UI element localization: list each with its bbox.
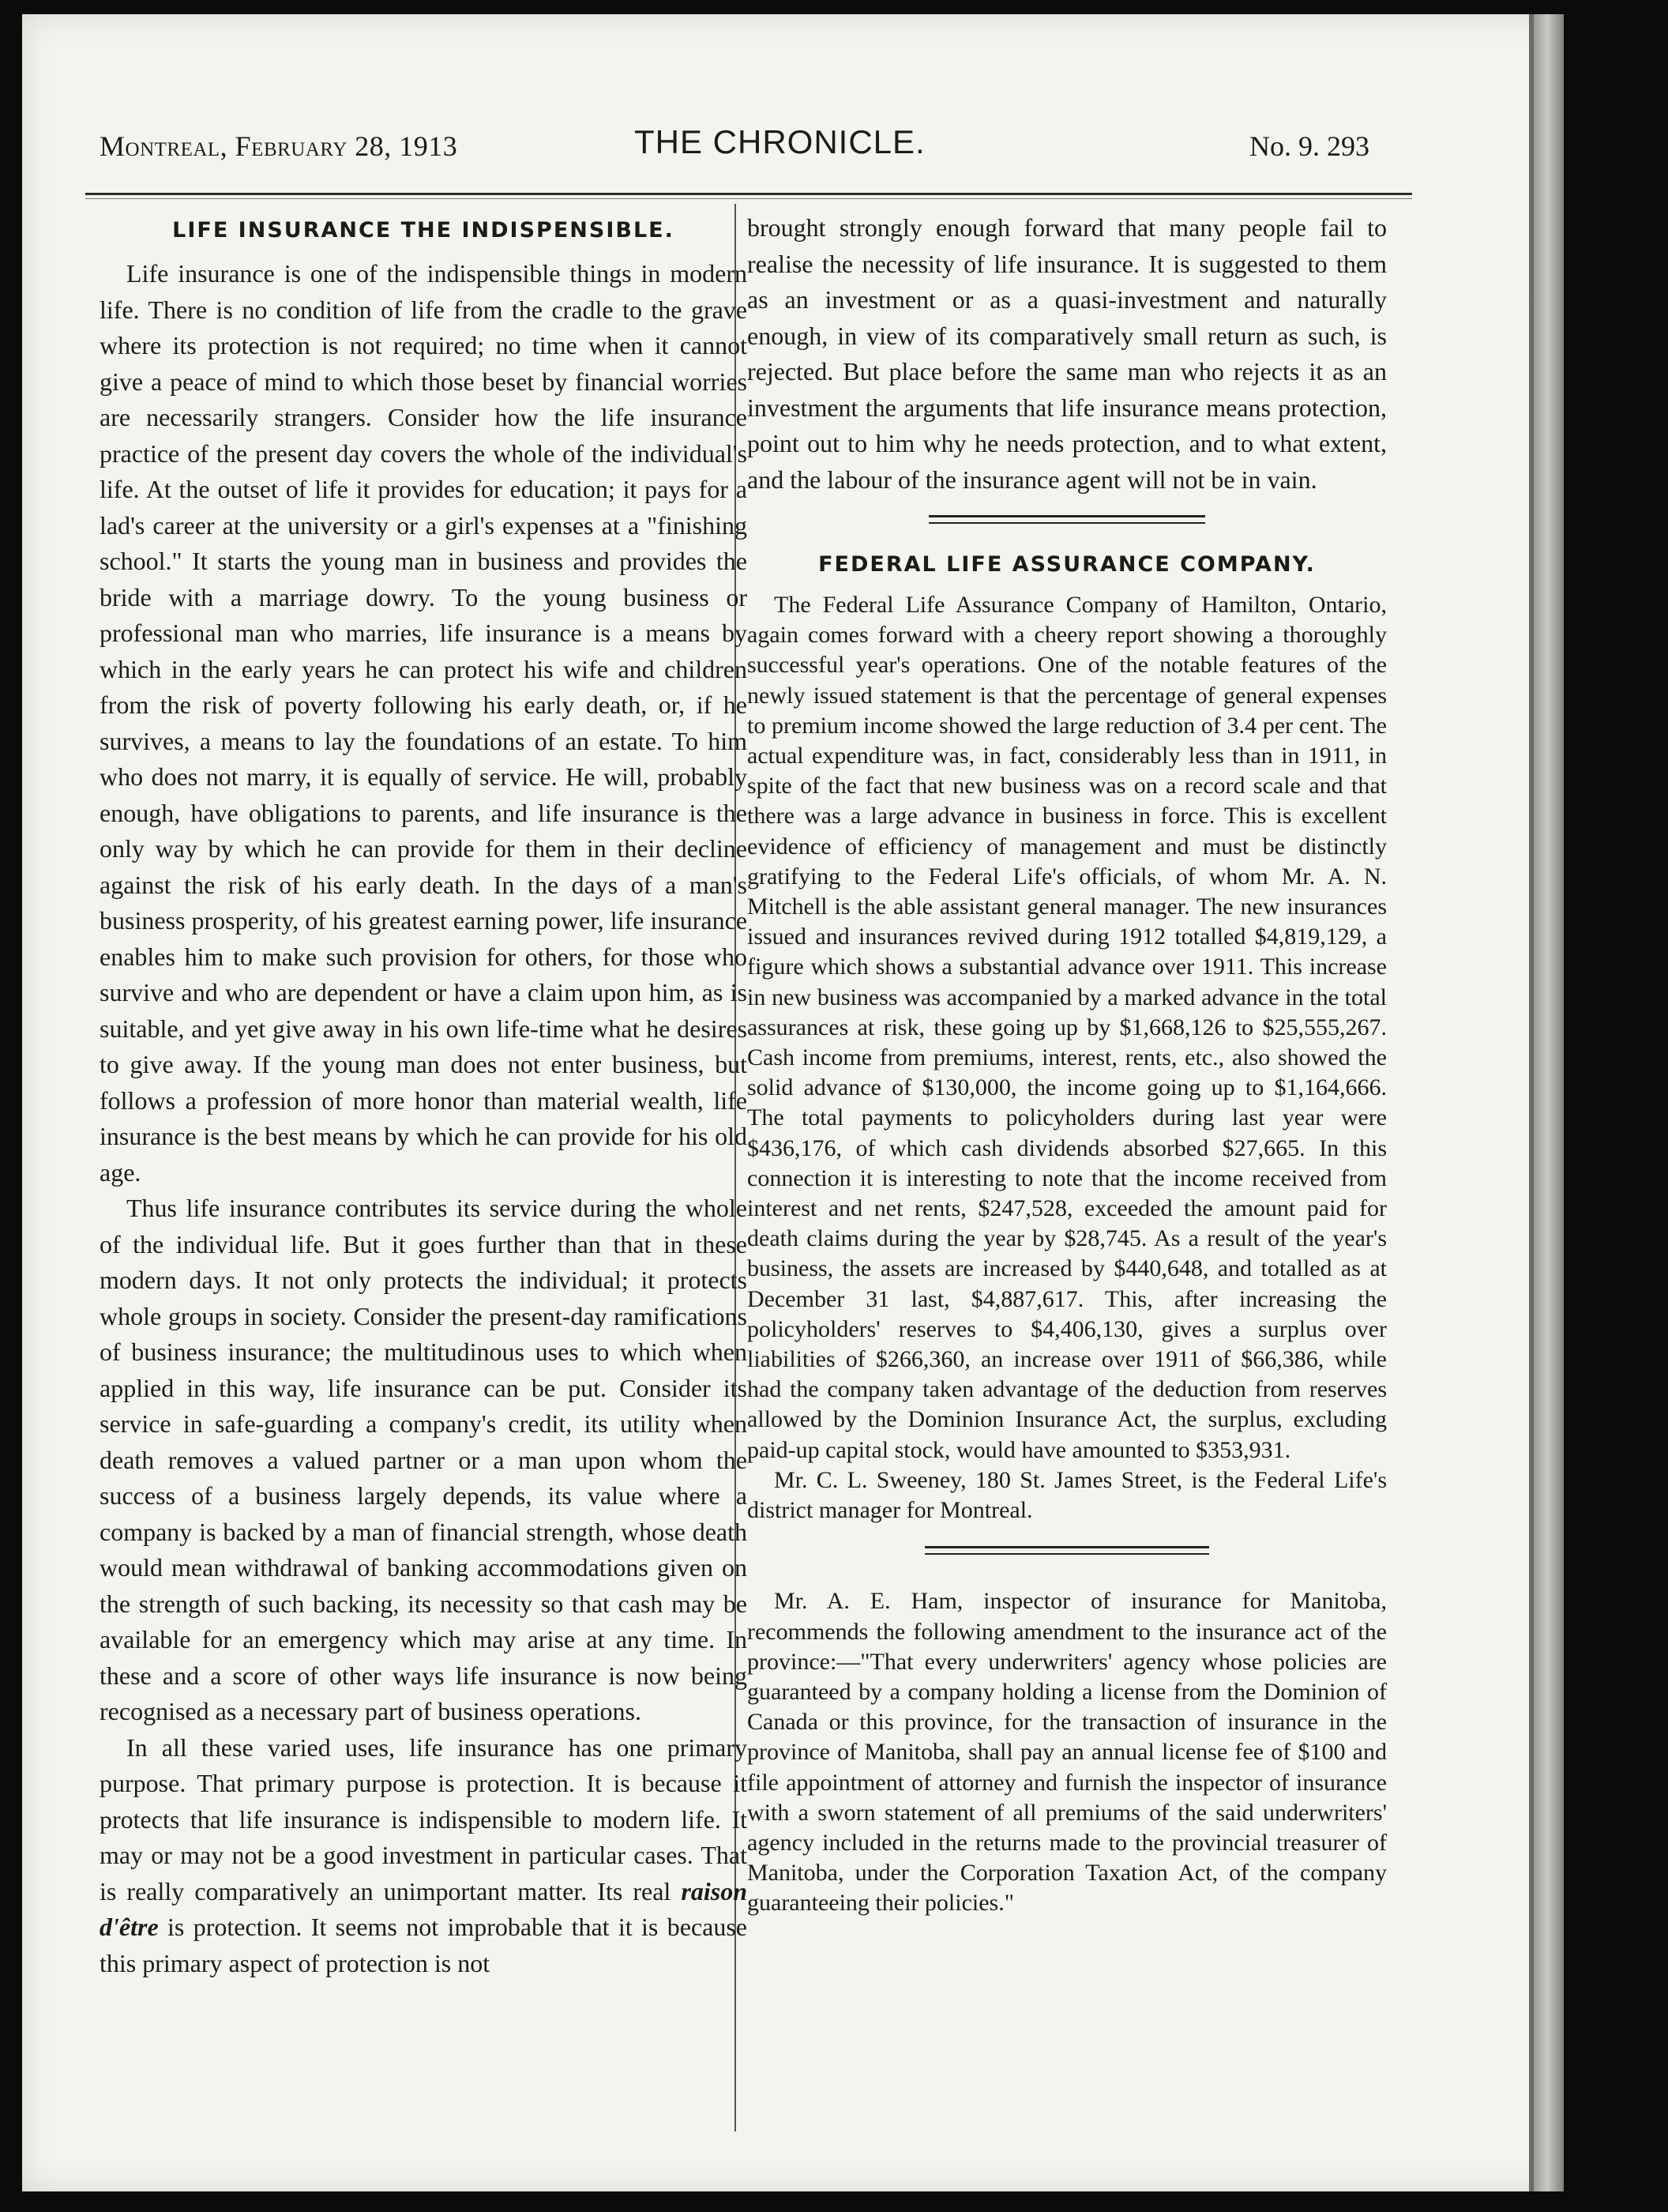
- binding-spine: [1534, 14, 1564, 2191]
- article-paragraph: The Federal Life Assurance Company of Hamilton, Ontario, again comes forward with a cheery report showing a thoroughly successful year's operations. One of the notable features of the newly issued statement is that the percentage of general expenses to premium income showed the large reduction of 3.4 per cent. The actual expenditure was, in fact, considerably less than in 1911, in spite of the fact that new business was on a record scale and that there was a large advance in business in force. This is excellent evidence of efficiency of management and must be distinctly gratifying to the Federal Life's officials, of whom Mr. A. N. Mitchell is the able assistant general manager. The new insurances issued and insurances revived during 1912 totalled $4,819,129, a figure which shows a substantial advance over 1911. This increase in new business was accompanied by a marked advance in the total assurances at risk, these going up by $1,668,126 to $25,555,267. Cash income from premiums, interest, rents, etc., also showed the solid advance of $130,000, the income going up to $1,164,666. The total payments to policyholders during last year were $436,176, of which cash dividends absorbed $27,665. In this connection it is interesting to note that the income received from interest and net rents, $247,528, exceeded the amount paid for death claims during the year by $28,745. As a result of the year's business, the assets are increased by $440,648, and totalled as at December 31 last, $4,887,617. This, after increasing the policyholders' reserves to $4,406,130, gives a surplus over liabilities of $266,360, an increase over 1911 of $66,386, while had the company taken advantage of the deduction from reserves allowed by the Dominion Insurance Act, the surplus, excluding paid-up capital stock, would have amounted to $353,931.: [747, 592, 1387, 1463]
- article-paragraph: Life insurance is one of the indispensible things in modern life. There is no condition of life from the cradle to the grave where its protection is not required; no time when it cannot give a peace of mind to which those beset by financial worries are necessarily strangers. Consider how the life insurance practice of the present day covers the whole of the individual's life. At the outset of life it provides for education; it pays for a lad's career at the university or a girl's expenses at a "finishing school." It starts the young man in business and provides the bride with a marriage dowry. To the young business or professional man who marries, life insurance is a means by which in the early years he can protect his wife and children from the risk of poverty following his early death, or, if he survives, a means to lay the foundations of an estate. To him who does not marry, it is equally of service. He will, probably enough, have obligations to parents, and life insurance is the only way by which he can provide for them in their decline against the risk of his early death. In the days of a man's business prosperity, of his greatest earning power, life insurance enables him to make such provision for others, for those who survive and who are dependent or have a claim upon him, as is suitable, and yet give away in his own life-time what he desires to give away. If the young man does not enter business, but follows a profession of more honor than material wealth, life insurance is the best means by which he can provide for his old age.: [100, 259, 747, 1187]
- section-divider: [925, 1546, 1209, 1555]
- right-column: [747, 210, 1387, 1919]
- publication-title: THE CHRONICLE.: [634, 123, 926, 160]
- article-paragraph: [100, 1730, 747, 1982]
- left-column: [100, 210, 747, 1981]
- article-headline-life-insurance: LIFE INSURANCE THE INDISPENSIBLE.: [172, 218, 674, 243]
- newspaper-page: [22, 14, 1564, 2191]
- header-rule: [85, 193, 1412, 199]
- italic-phrase: raison d'être: [100, 1876, 748, 1941]
- article-headline-federal-life: FEDERAL LIFE ASSURANCE COMPANY.: [818, 552, 1316, 577]
- section-divider: [929, 515, 1205, 524]
- manitoba-item-paragraph: Mr. A. E. Ham, inspector of insurance for Manitoba, recommends the following amendment to the insurance act of the province:—"That every underwriters' agency whose policies are guaranteed by a company holding a license from the Dominion of Canada or this province, for the transaction of insurance in the province of Manitoba, shall pay an annual license fee of $100 and file appointment of attorney and furnish the inspector of insurance with a sworn statement of all premiums of the said underwriters' agency included in the returns made to the provincial treasurer of Manitoba, under the Corporation Taxation Act, of the company guaranteeing their policies.": [747, 1588, 1387, 1917]
- article-paragraph: Thus life insurance contributes its service during the whole of the individual life. But it goes further than that in these modern days. It not only protects the individual; it protects whole groups in society. Consider the present-day ramifications of business insurance; the multitudinous uses to which when applied in this way, life insurance can be put. Consider its service in safe-guarding a company's credit, its utility when death removes a valued partner or a man upon whom the success of a business largely depends, its value where a company is backed by a man of financial strength, whose death would mean withdrawal of banking accommodations given on the strength of such backing, its necessity so that cash may be available for an emergency which may arise at any time. In these and a score of other ways life insurance is now being recognised as a necessary part of business operations.: [100, 1194, 747, 1725]
- page-number: No. 9. 293: [1249, 130, 1369, 162]
- article-continuation: brought strongly enough forward that many people fail to realise the necessity of life insurance. It is suggested to them as an investment or as a quasi-investment and naturally enough, in view of its comparatively small return as such, is rejected. But place before the same man who rejects it as an investment the arguments that life insurance means protection, point out to him why he needs protection, and to what extent, and the labour of the insurance agent will not be in vain.: [747, 213, 1387, 494]
- paragraph-text: In all these varied uses, life insurance has one primary purpose. That primary purpose is protection. It is because it protects that life insurance is indispensible to modern life. It may or may not be a good investment in particular cases. That is really comparatively an unimportant matter. Its real: [100, 1732, 747, 1905]
- paragraph-text: is protection. It seems not improbable that it is because this primary aspect of protection is not: [100, 1913, 748, 1977]
- article-paragraph: Mr. C. L. Sweeney, 180 St. James Street, is the Federal Life's district manager for Montreal.: [747, 1466, 1387, 1524]
- page-header: [77, 115, 1404, 171]
- header-date: Montreal, February 28, 1913: [100, 130, 458, 162]
